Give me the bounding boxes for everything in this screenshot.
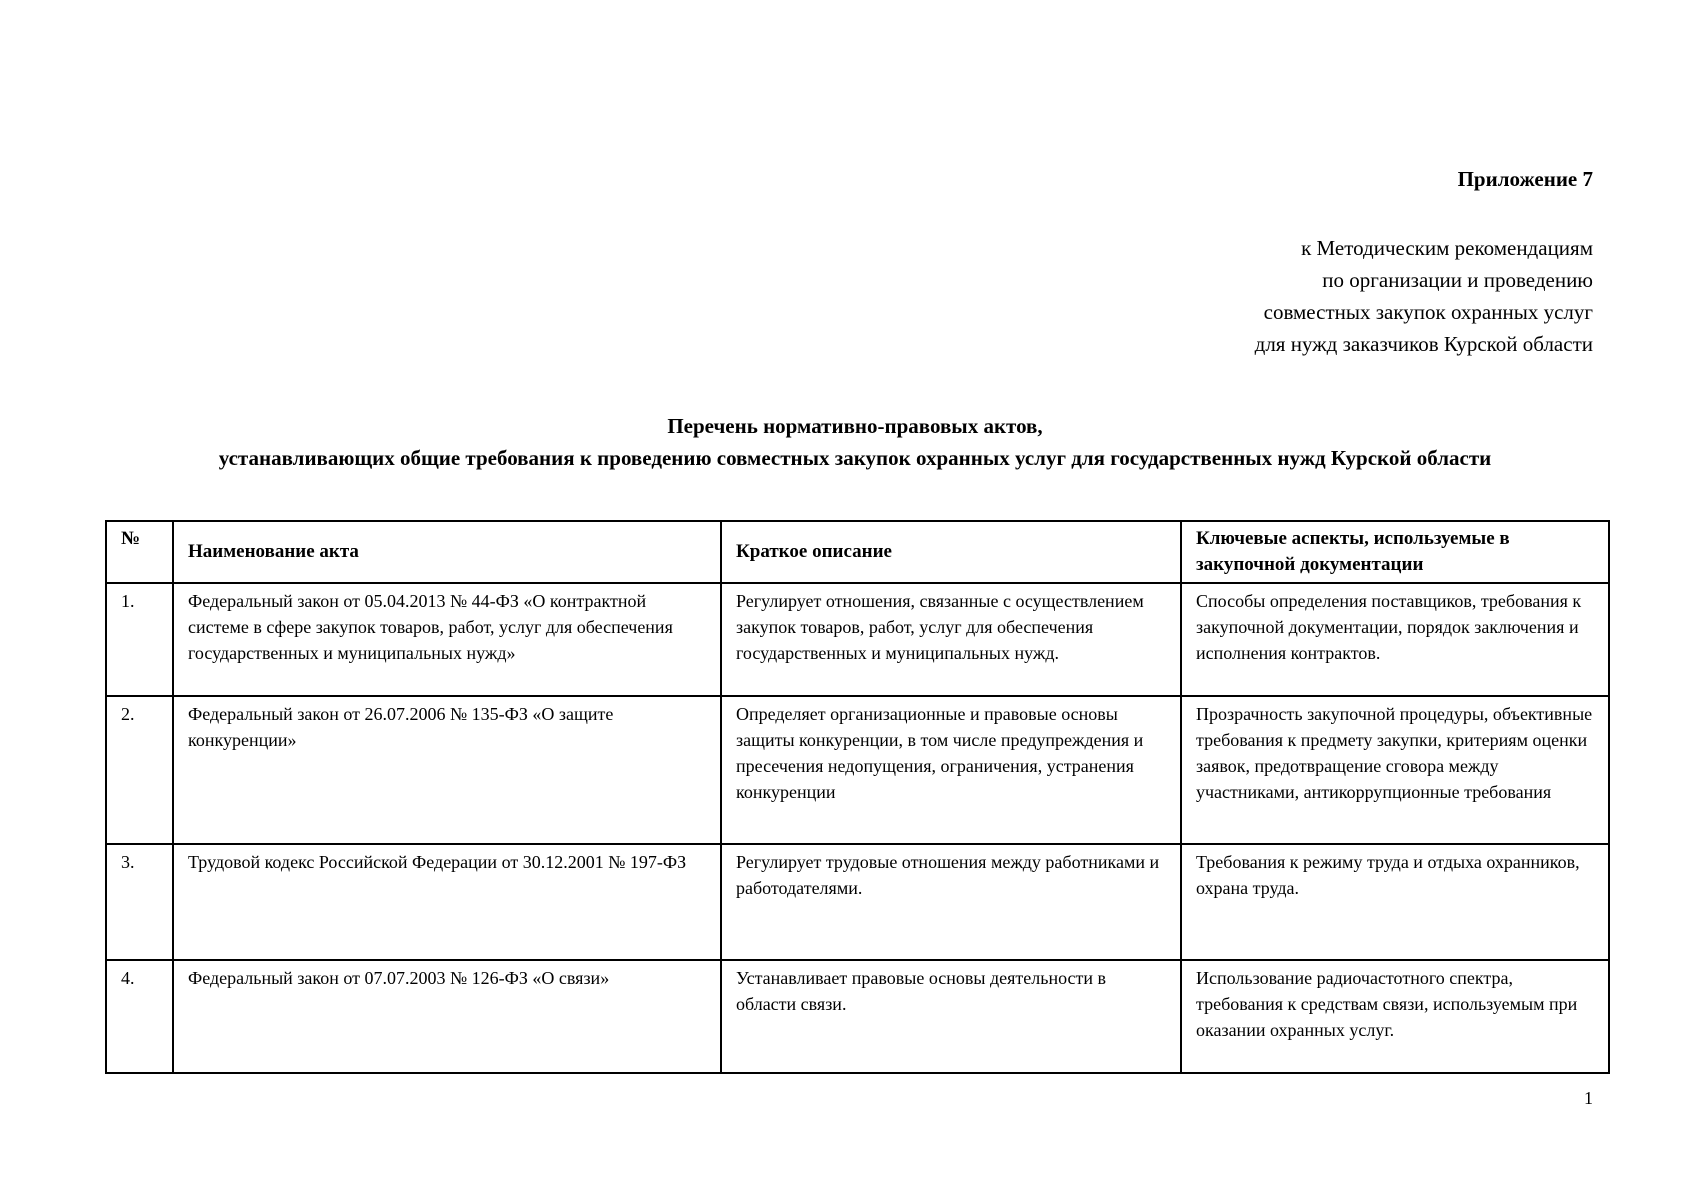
act-name-cell: Трудовой кодекс Российской Федерации от 30.12.2001 № 197-ФЗ (173, 844, 721, 960)
appendix-subtitle-line: для нужд заказчиков Курской области (1254, 332, 1593, 356)
description-cell: Определяет организационные и правовые основы защиты конкуренции, в том числе предупреждения и пресечения недопущения, ограничения, устранения конкуренции (721, 696, 1181, 844)
acts-table (105, 520, 1610, 1074)
appendix-subtitle-line: совместных закупок охранных услуг (1263, 300, 1593, 324)
appendix-title: Приложение 7 (1457, 167, 1593, 191)
act-name-cell: Федеральный закон от 07.07.2003 № 126-ФЗ «О связи» (173, 960, 721, 1073)
header-act-name: Наименование акта (173, 521, 721, 583)
table-row (106, 696, 1609, 844)
header-key-aspects: Ключевые аспекты, используемые в закупочной документации (1181, 521, 1609, 583)
header-number: № (106, 521, 173, 583)
aspects-cell: Требования к режиму труда и отдыха охранников, охрана труда. (1181, 844, 1609, 960)
table-header-row (106, 521, 1609, 583)
appendix-subtitle-line: к Методическим рекомендациям (1301, 236, 1593, 260)
appendix-subtitle (1255, 232, 1593, 360)
row-number: 1. (106, 583, 173, 696)
row-number: 4. (106, 960, 173, 1073)
table-row (106, 960, 1609, 1073)
aspects-cell: Использование радиочастотного спектра, требования к средствам связи, используемым при оказании охранных услуг. (1181, 960, 1609, 1073)
description-cell: Регулирует отношения, связанные с осуществлением закупок товаров, работ, услуг для обеспечения государственных и муниципальных нужд. (721, 583, 1181, 696)
description-cell: Устанавливает правовые основы деятельности в области связи. (721, 960, 1181, 1073)
document-title-line1: Перечень нормативно-правовых актов, (667, 414, 1043, 438)
appendix-subtitle-line: по организации и проведению (1322, 268, 1593, 292)
page-number: 1 (1584, 1088, 1593, 1108)
act-name-cell: Федеральный закон от 05.04.2013 № 44-ФЗ «О контрактной системе в сфере закупок товаров, работ, услуг для обеспечения государственных и муниципальных нужд» (173, 583, 721, 696)
header-description: Краткое описание (721, 521, 1181, 583)
row-number: 3. (106, 844, 173, 960)
table-row (106, 583, 1609, 696)
document-title (105, 410, 1605, 474)
aspects-cell: Прозрачность закупочной процедуры, объективные требования к предмету закупки, критериям оценки заявок, предотвращение сговора между участниками, антикоррупционные требования (1181, 696, 1609, 844)
table-row (106, 844, 1609, 960)
aspects-cell: Способы определения поставщиков, требования к закупочной документации, порядок заключения и исполнения контрактов. (1181, 583, 1609, 696)
description-cell: Регулирует трудовые отношения между работниками и работодателями. (721, 844, 1181, 960)
document-title-line2: устанавливающих общие требования к проведению совместных закупок охранных услуг для государственных нужд Курской области (218, 446, 1492, 470)
row-number: 2. (106, 696, 173, 844)
act-name-cell: Федеральный закон от 26.07.2006 № 135-ФЗ «О защите конкуренции» (173, 696, 721, 844)
